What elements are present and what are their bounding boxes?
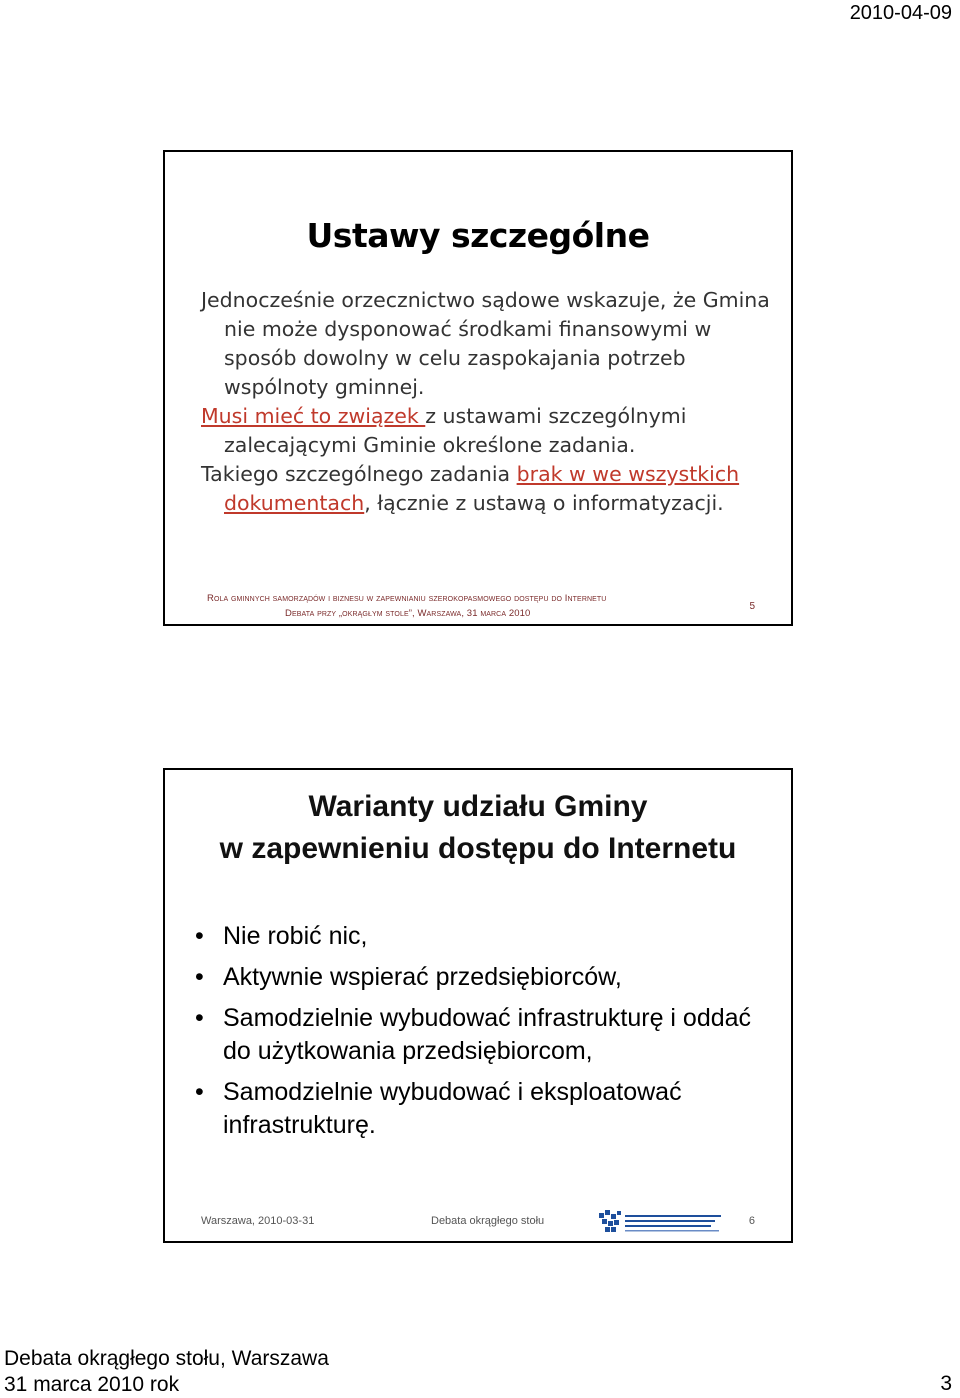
bullet-icon: • xyxy=(195,1078,204,1106)
highlighted-text: Musi mieć to związek xyxy=(201,404,426,428)
bullet-icon: • xyxy=(195,922,204,950)
slide-footer xyxy=(165,1213,791,1243)
slide-body xyxy=(201,286,781,518)
footer-date: Warszawa, 2010-03-31 xyxy=(201,1215,315,1227)
bullet-icon: • xyxy=(195,1004,204,1032)
footer-title: Debata okrągłego stołu xyxy=(431,1215,545,1227)
title-line-1: Warianty udziału Gminy xyxy=(308,790,648,823)
paragraph-2 xyxy=(201,402,781,460)
slide-warianty-udzialu xyxy=(163,768,793,1243)
title-line-2: w zapewnieniu dostępu do Internetu xyxy=(219,832,737,865)
list-item-text: Samodzielnie wybudować i eksploatować infrastrukturę. xyxy=(223,1078,682,1139)
bullet-list xyxy=(195,920,785,1150)
association-logo xyxy=(597,1207,727,1237)
paragraph-3 xyxy=(201,460,781,518)
paragraph-3-start: Takiego szczególnego zadania xyxy=(201,462,517,486)
slide-title: Ustawy szczególne xyxy=(306,216,650,255)
list-item xyxy=(195,920,785,953)
list-item-text: Aktywnie wspierać przedsiębiorców, xyxy=(223,963,622,991)
list-item xyxy=(195,1076,785,1142)
list-item-text: Samodzielnie wybudować infrastrukturę i oddać do użytkowania przedsiębiorcom, xyxy=(223,1004,752,1065)
paragraph-1: Jednocześnie orzecznictwo sądowe wskazuje, że Gmina nie może dysponować środkami finansowymi w sposób dowolny w celu zaspokajania potrzeb wspólnoty gminnej. xyxy=(201,288,770,399)
list-item xyxy=(195,1002,785,1068)
slide-ustawy-szczegolne xyxy=(163,150,793,626)
page-date: 2010-04-09 xyxy=(849,2,952,24)
paragraph-3-end: , łącznie z ustawą o informatyzacji. xyxy=(364,491,724,515)
highlighted-text: brak w we wszystkich dokumentach xyxy=(224,462,740,515)
footer-line-1: Rola gminnych samorządów i biznesu w zapewnianiu szerokopasmowego dostępu do Internetu xyxy=(207,593,607,604)
slide-number: 5 xyxy=(749,601,755,612)
list-item-text: Nie robić nic, xyxy=(223,922,368,950)
footer-line-2: Debata przy „okrągłym stole”, Warszawa, 31 marca 2010 xyxy=(285,608,531,619)
page-footer: Debata okrągłego stołu, Warszawa 31 marca 2010 rok xyxy=(4,1347,329,1396)
slide-number: 6 xyxy=(748,1215,755,1227)
page-number: 3 xyxy=(940,1372,952,1395)
paragraph-2-text: z ustawami szczególnymi zalecającymi Gminie określone zadania. xyxy=(224,404,687,457)
list-item xyxy=(195,961,785,994)
bullet-icon: • xyxy=(195,963,204,991)
slide-title xyxy=(165,786,791,870)
